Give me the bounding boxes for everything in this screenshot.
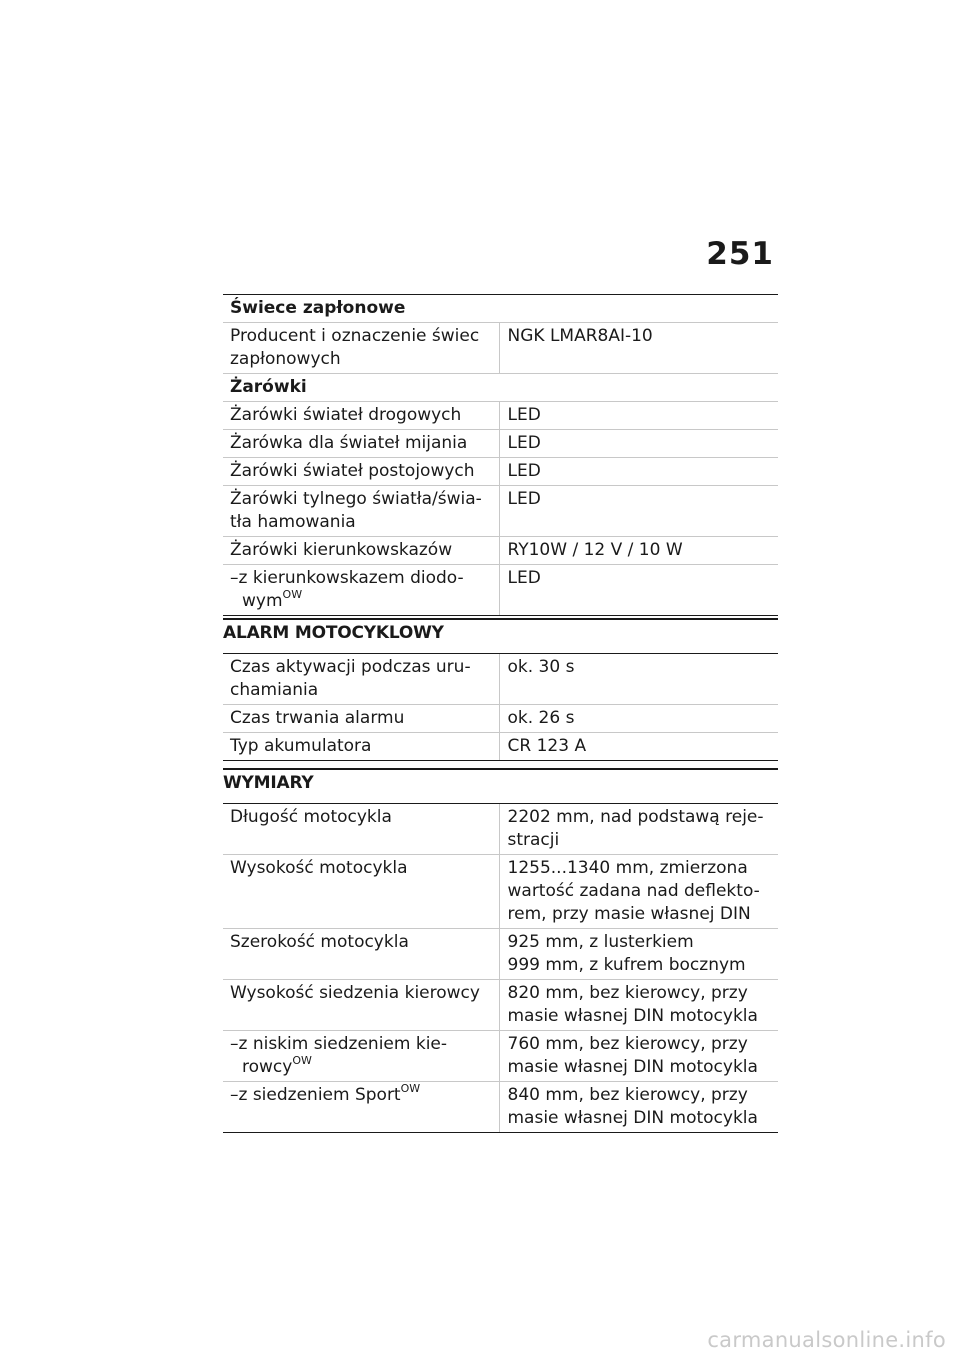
spec-value: 2202 mm, nad podstawą reje-stracji: [499, 804, 778, 855]
dimensions-section-title: WYMIARY: [223, 773, 314, 793]
optional-equipment-mark: OW: [400, 1082, 421, 1095]
spec-value: LED: [499, 565, 778, 616]
spec-label-text: –z niskim siedzeniem kie-rowcy: [230, 1034, 448, 1077]
spec-label: Żarówki świateł postojowych: [223, 458, 499, 486]
spec-label: Żarówka dla świateł mijania: [223, 430, 499, 458]
table-row: [223, 804, 778, 855]
alarm-section: [223, 618, 778, 761]
spec-label: Żarówki tylnego światła/świa-tła hamowania: [223, 486, 499, 537]
spec-label-text: –z kierunkowskazem diodo-wym: [230, 568, 464, 611]
watermark: carmanualsonline.info: [707, 1328, 946, 1352]
spec-label: Żarówki kierunkowskazów: [223, 537, 499, 565]
spec-value: 1255...1340 mm, zmierzona wartość zadana nad deflekto-rem, przy masie własnej DIN: [499, 855, 778, 929]
alarm-section-title: ALARM MOTOCYKLOWY: [223, 623, 444, 643]
spec-label: Wysokość motocykla: [223, 855, 499, 929]
spec-value: 820 mm, bez kierowcy, przy masie własnej DIN motocykla: [499, 980, 778, 1031]
table-row: [223, 855, 778, 929]
dimensions-table: [223, 804, 778, 1133]
spec-value: ok. 30 s: [499, 654, 778, 705]
spec-value: LED: [499, 486, 778, 537]
spec-value: LED: [499, 402, 778, 430]
spec-label: Czas aktywacji podczas uru-chamiania: [223, 654, 499, 705]
spec-value: ok. 26 s: [499, 705, 778, 733]
alarm-table: [223, 654, 778, 761]
spec-value: LED: [499, 430, 778, 458]
spec-value: [499, 929, 778, 980]
spec-value-line: 925 mm, z lusterkiem: [507, 932, 694, 952]
spec-label: Wysokość siedzenia kierowcy: [223, 980, 499, 1031]
optional-equipment-mark: OW: [282, 588, 303, 601]
spec-label: Długość motocykla: [223, 804, 499, 855]
spec-value: 840 mm, bez kierowcy, przy masie własnej DIN motocykla: [499, 1082, 778, 1133]
spec-label: [223, 565, 499, 616]
spec-label: Producent i oznaczenie świec zapłonowych: [223, 323, 499, 374]
spec-label: Żarówki świateł drogowych: [223, 402, 499, 430]
table-row: [223, 537, 778, 565]
spec-label: [223, 1031, 499, 1082]
table-row: [223, 323, 778, 374]
spec-value: CR 123 A: [499, 733, 778, 761]
table-row: [223, 733, 778, 761]
table-row: [223, 402, 778, 430]
spec-label-text: –z siedzeniem Sport: [230, 1085, 401, 1105]
spark-plugs-heading: Świece zapłonowe: [223, 295, 778, 323]
optional-equipment-mark: OW: [292, 1054, 312, 1067]
table-row: [223, 929, 778, 980]
table-row: [223, 654, 778, 705]
table-row: [223, 458, 778, 486]
table-row: [223, 1031, 778, 1082]
table-row: [223, 705, 778, 733]
spec-label: [223, 1082, 499, 1133]
spec-label: Typ akumulatora: [223, 733, 499, 761]
page-number: 251: [706, 236, 774, 272]
spark-plugs-bulbs-table-block: [223, 294, 778, 616]
dimensions-section: [223, 768, 778, 1133]
spark-plugs-heading-row: [223, 295, 778, 323]
table-row: [223, 980, 778, 1031]
table-row: [223, 486, 778, 537]
bulbs-heading: Żarówki: [223, 374, 778, 402]
spec-value-line: 999 mm, z kufrem bocznym: [507, 955, 746, 975]
spec-value: 760 mm, bez kierowcy, przy masie własnej DIN motocykla: [499, 1031, 778, 1082]
spec-label: Szerokość motocykla: [223, 929, 499, 980]
table-row: [223, 430, 778, 458]
table-row: [223, 1082, 778, 1133]
spec-label: Czas trwania alarmu: [223, 705, 499, 733]
table-row: [223, 565, 778, 616]
spec-value: NGK LMAR8AI-10: [499, 323, 778, 374]
spec-value: LED: [499, 458, 778, 486]
bulbs-heading-row: [223, 374, 778, 402]
spec-value: RY10W / 12 V / 10 W: [499, 537, 778, 565]
spark-plugs-bulbs-table: [223, 295, 778, 616]
